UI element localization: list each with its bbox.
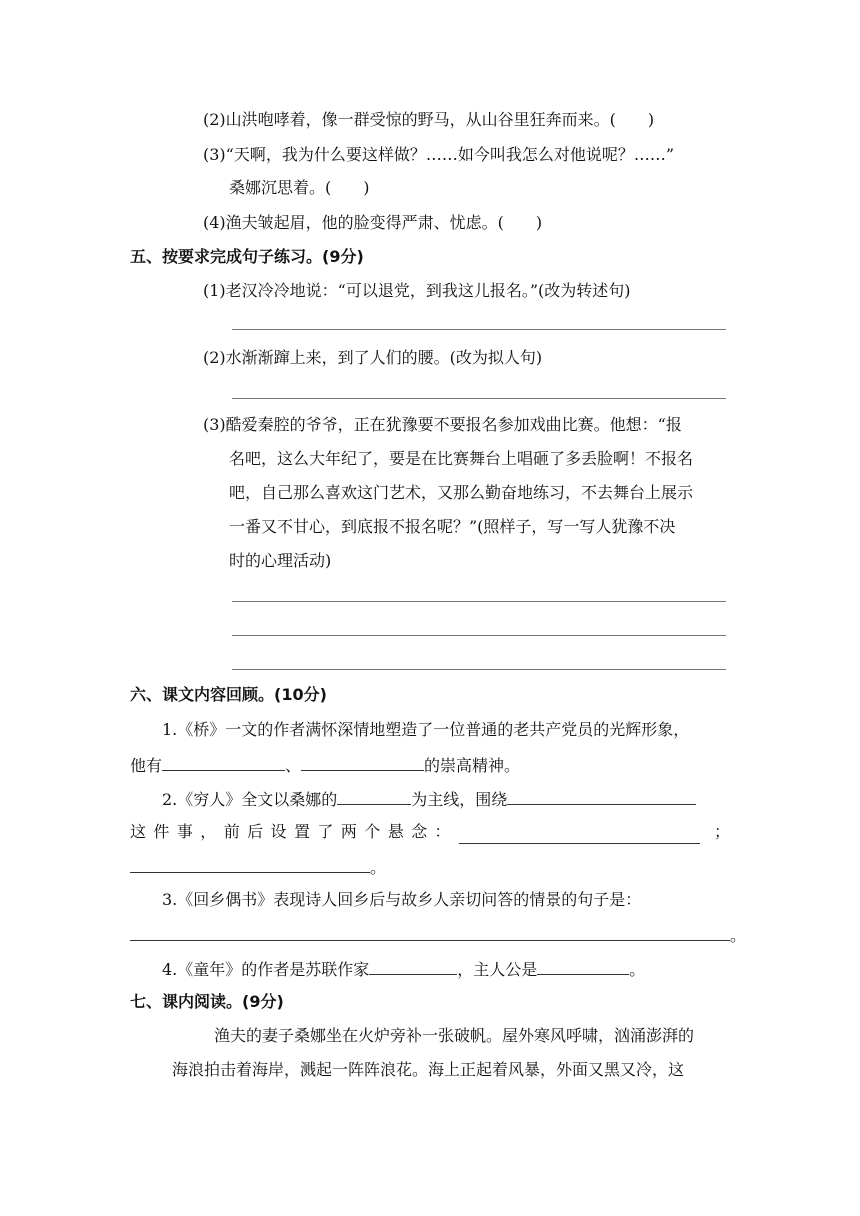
s6-q4-text-b: ，主人公是 [457,960,538,979]
s5-q3-answer-line-3[interactable] [232,669,726,670]
s7-passage-line1: 渔夫的妻子桑娜坐在火炉旁补一张破帆。屋外寒风呼啸，汹涌澎湃的 [214,1026,695,1045]
s6-q2-text-e: 。 [370,858,387,877]
s6-q3-line2 [130,922,746,948]
s5-q1-answer-line[interactable] [232,329,726,330]
s4-item-3-line1: (3)“天啊，我为什么要这样做？……如今叫我怎么对他说呢？……” [203,145,675,164]
s5-q2-answer-line[interactable] [232,398,726,399]
s6-q4-line [162,956,645,982]
s5-q3-line4: 一番又不甘心，到底报不报名呢？”(照样子，写一写人犹豫不决 [229,517,676,536]
s5-q3-answer-line-1[interactable] [232,601,726,602]
s6-q1-blank-2[interactable] [301,752,424,771]
s6-q4-blank-2[interactable] [537,956,629,975]
s6-q2-line3 [130,854,386,880]
s6-q1-line1: 1.《桥》一文的作者满怀深情地塑造了一位普通的老共产党员的光辉形象， [162,720,690,739]
s4-item-4: (4)渔夫皱起眉，他的脸变得严肃、忧虑。( ) [203,213,543,232]
section7-heading: 七、课内阅读。(9分) [130,992,284,1011]
s6-q2-text-a: 2.《穷人》全文以桑娜的 [162,790,338,809]
s5-q2: (2)水渐渐蹿上来，到了人们的腰。(改为拟人句) [203,348,543,367]
s6-q2-text-c: 这件事，前后设置了两个悬念： [130,822,451,841]
section5-heading: 五、按要求完成句子练习。(9分) [130,247,364,266]
s6-q3-text-end: 。 [730,926,747,945]
s5-q1: (1)老汉冷冷地说：“可以退党，到我这儿报名。”(改为转述句) [203,281,631,300]
s5-q3-answer-line-2[interactable] [232,635,726,636]
s6-q2-blank-2[interactable] [507,786,696,805]
s6-q2-blank-3[interactable] [459,825,700,844]
s6-q3-line1: 3.《回乡偶书》表现诗人回乡后与故乡人亲切问答的情景的句子是： [162,890,642,909]
s6-q2-blank-1[interactable] [337,786,411,805]
s6-q3-blank[interactable] [130,922,730,941]
s6-q1-blank-1[interactable] [162,752,285,771]
s6-q1-text-c: 的崇高精神。 [424,756,521,775]
s7-passage-line2: 海浪拍击着海岸，溅起一阵阵浪花。海上正起着风暴，外面又黑又冷，这 [172,1060,685,1079]
s5-q3-line2: 名吧，这么大年纪了，要是在比赛舞台上唱砸了多丢脸啊！不报名 [229,449,694,468]
s5-q3-line1: (3)酷爱秦腔的爷爷，正在犹豫要不要报名参加戏曲比赛。他想：“报 [203,415,682,434]
s6-q1-text-a: 他有 [130,756,163,775]
section6-heading: 六、课文内容回顾。(10分) [130,685,327,704]
s6-q1-text-b: 、 [285,756,302,775]
s5-q3-line5: 时的心理活动) [229,551,332,570]
s6-q2-text-d: ； [713,822,730,841]
s6-q4-blank-1[interactable] [369,956,457,975]
s4-item-2: (2)山洪咆哮着，像一群受惊的野马，从山谷里狂奔而来。( ) [203,110,655,129]
s5-q3-line3: 吧，自己那么喜欢这门艺术，又那么勤奋地练习，不去舞台上展示 [229,483,694,502]
s6-q2-text-b: 为主线，围绕 [411,790,508,809]
s6-q2-blank-4[interactable] [130,854,370,873]
s6-q1-line2 [130,752,520,778]
s6-q2-line2 [130,820,730,844]
s6-q4-text-c: 。 [629,960,646,979]
s4-item-3-line2: 桑娜沉思着。( ) [229,178,370,197]
s6-q2-line1 [162,786,696,812]
s6-q4-text-a: 4.《童年》的作者是苏联作家 [162,960,370,979]
